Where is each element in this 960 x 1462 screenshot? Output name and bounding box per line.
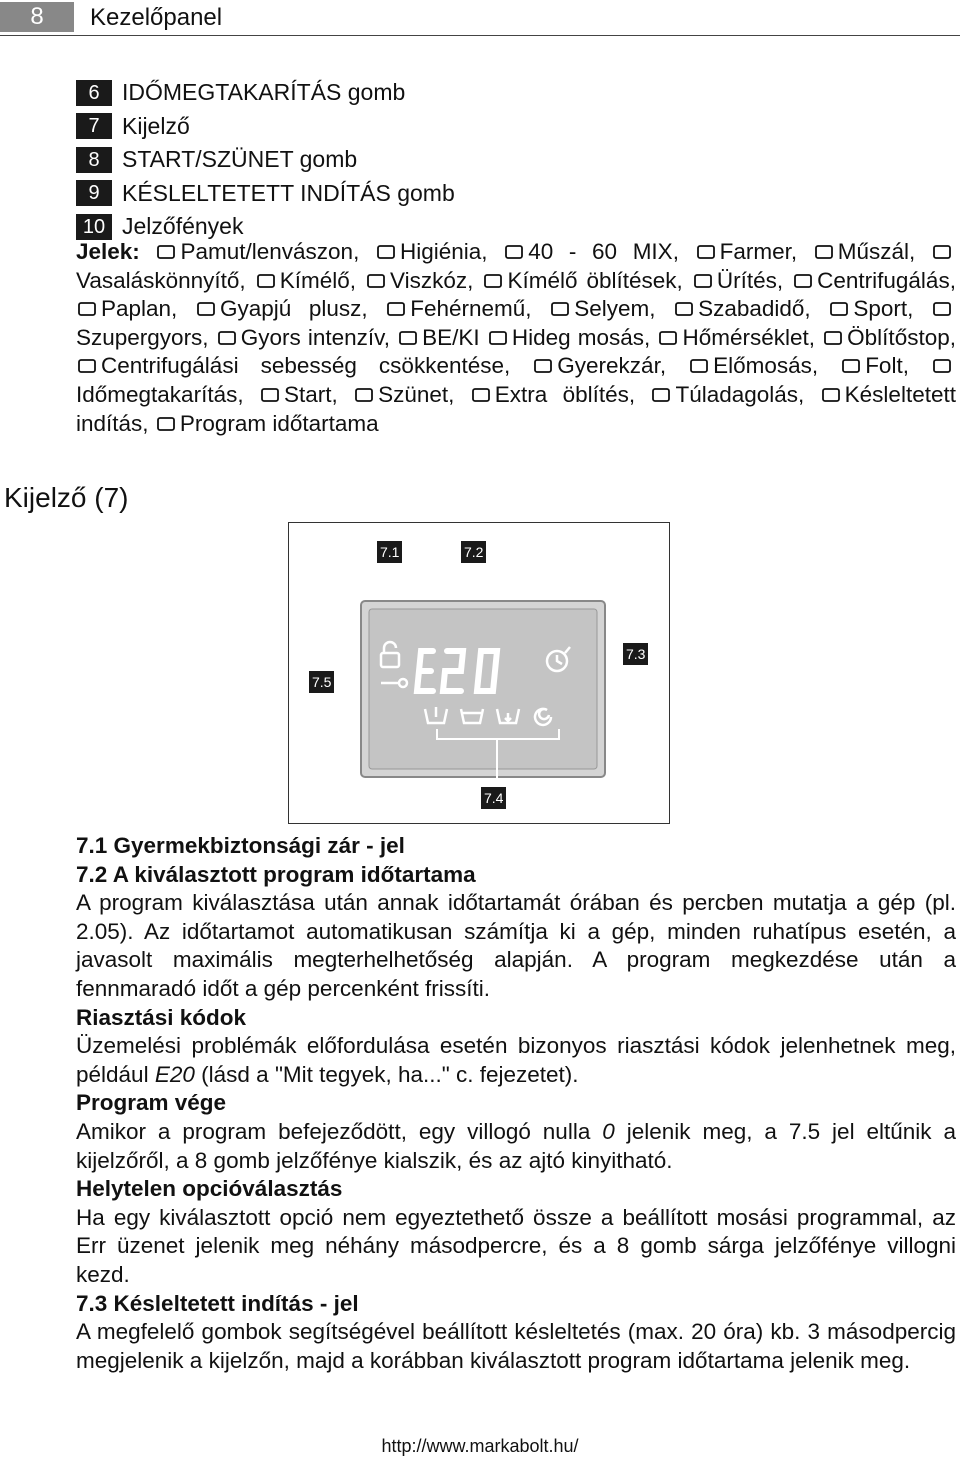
symbol-icon xyxy=(365,270,387,290)
item-label: KÉSLELTETETT INDÍTÁS gomb xyxy=(122,179,455,206)
symbol-label: Centrifugálás, xyxy=(817,267,956,293)
symbol-icon xyxy=(820,384,842,404)
symbol-label: Centrifugálási sebesség csökkentése, xyxy=(101,353,511,379)
section-title: Kijelző (7) xyxy=(4,482,129,513)
list-item xyxy=(76,143,455,177)
heading-wrong-option: Helytelen opcióválasztás xyxy=(76,1176,343,1202)
symbol-label: Paplan, xyxy=(101,296,178,322)
symbol-label: Gyors intenzív, xyxy=(240,324,390,350)
symbol-label: BE/KI xyxy=(422,324,480,350)
symbol-icon xyxy=(931,355,953,375)
heading-program-end: Program vége xyxy=(76,1090,227,1116)
label-7-5: 7.5 xyxy=(309,671,334,693)
symbol-icon xyxy=(673,298,695,318)
paragraph-7-3: A megfelelő gombok segítségével beállított késleltetés (max. 20 óra) kb. 3 másodpercig megjelenik a kijelzőn, majd a korábban kiválasztott program időtartama jelenik meg. xyxy=(76,1319,956,1373)
symbol-icon xyxy=(792,270,814,290)
page-title: Kezelőpanel xyxy=(90,4,223,31)
symbol-label: Pamut/lenvászon, xyxy=(180,239,360,264)
end-text-end: jelenik meg, a 7.5 jel eltűnik a kijelzőről, a 8 gomb jelzőfénye kialszik, és az ajtó kinyitható. xyxy=(76,1118,956,1173)
symbol-icon xyxy=(549,298,571,318)
item-label: START/SZÜNET gomb xyxy=(122,146,358,173)
control-items-list xyxy=(76,76,455,244)
symbol-label: Fehérnemű, xyxy=(410,296,532,322)
symbol-legend xyxy=(76,238,956,438)
symbols-lead: Jelek: xyxy=(76,239,140,264)
item-label: Jelzőfények xyxy=(122,213,244,240)
symbol-label: Higiénia, xyxy=(399,239,488,264)
footer-url: http://www.markabolt.hu/ xyxy=(381,1436,579,1456)
heading-7-1: 7.1 Gyermekbiztonsági zár - jel xyxy=(76,833,405,858)
symbol-label: Műszál, xyxy=(837,239,916,264)
symbol-label: Ürítés, xyxy=(716,267,784,293)
paragraph-program-end xyxy=(76,1118,956,1175)
alarm-text-end: (lásd a "Mit tegyek, ha..." c. fejezetet). xyxy=(201,1061,579,1087)
list-item xyxy=(76,177,455,211)
symbol-label: Kímélő öblítések, xyxy=(507,267,683,293)
heading-alarm-codes: Riasztási kódok xyxy=(76,1004,247,1030)
symbol-icon xyxy=(155,241,177,261)
symbol-label: Sport, xyxy=(853,296,914,322)
label-7-3: 7.3 xyxy=(623,643,648,665)
list-item xyxy=(76,110,455,144)
item-number: 9 xyxy=(76,180,112,206)
symbol-icon xyxy=(650,384,672,404)
symbol-label: Előmosás, xyxy=(713,353,819,379)
symbol-label: Öblítőstop, xyxy=(847,324,956,350)
symbol-icon xyxy=(840,355,862,375)
page-number: 8 xyxy=(0,2,74,32)
symbol-label: Hideg mosás, xyxy=(511,324,651,350)
symbol-icon xyxy=(695,241,717,261)
symbol-label: Folt, xyxy=(865,353,909,379)
symbol-icon xyxy=(813,241,835,261)
symbol-label: Szünet, xyxy=(378,381,455,407)
display-description xyxy=(76,832,956,1375)
label-7-2: 7.2 xyxy=(461,541,486,563)
symbol-icon xyxy=(255,270,277,290)
item-number: 7 xyxy=(76,113,112,139)
symbol-icon xyxy=(76,298,98,318)
symbol-icon xyxy=(259,384,281,404)
alarm-code-example: E20 xyxy=(154,1061,195,1087)
display-illustration xyxy=(289,523,669,823)
symbol-icon xyxy=(828,298,850,318)
symbol-icon xyxy=(482,270,504,290)
symbol-label: 40 - 60 MIX, xyxy=(528,239,679,264)
symbol-label: Kímélő, xyxy=(279,267,356,293)
paragraph-7-2: A program kiválasztása után annak időtartamát órában és percben mutatja a gép (pl. 2.05). Az időtartamot automatikusan számítja ki a gép, minden ruhatípus esetén, a javasolt maximális megterhelhetőség alapján. A program megkezdése után a fennmaradó időt a gép percenként frissíti. xyxy=(76,890,956,1001)
item-label: Kijelző xyxy=(122,112,190,139)
symbol-label: Selyem, xyxy=(574,296,656,322)
header-divider xyxy=(0,35,960,36)
heading-7-3: 7.3 Késleltetett indítás - jel xyxy=(76,1290,359,1316)
symbol-icon xyxy=(375,241,397,261)
paragraph-wrong-option: Ha egy kiválasztott opció nem egyeztethető össze a beállított mosási programmal, az Err üzenet jelenik meg néhány másodpercre, és a 8 gomb sárga jelzőfénye villogni kezd. xyxy=(76,1204,956,1287)
symbol-icon xyxy=(503,241,525,261)
display-diagram xyxy=(288,522,670,824)
symbol-label: Szupergyors, xyxy=(76,324,209,350)
symbol-icon xyxy=(397,327,419,347)
symbol-icon xyxy=(487,327,509,347)
item-number: 8 xyxy=(76,147,112,173)
symbol-icon xyxy=(692,270,714,290)
symbol-icon xyxy=(931,298,953,318)
symbol-label: Túladagolás, xyxy=(675,381,805,407)
symbol-icon xyxy=(657,327,679,347)
symbol-label: Gyapjú plusz, xyxy=(219,296,368,322)
label-7-4: 7.4 xyxy=(481,787,506,809)
symbol-label: Gyerekzár, xyxy=(557,353,667,379)
page-header xyxy=(0,0,960,38)
paragraph-alarm-codes xyxy=(76,1032,956,1089)
label-7-1: 7.1 xyxy=(377,541,402,563)
symbol-icon xyxy=(195,298,217,318)
symbol-icon xyxy=(822,327,844,347)
item-label: IDŐMEGTAKARÍTÁS gomb xyxy=(122,79,406,106)
symbol-icon xyxy=(385,298,407,318)
alarm-text-start: Üzemelési problémák előfordulása esetén bizonyos riasztási kódok jelenhetnek meg, például xyxy=(76,1033,956,1087)
symbol-icon xyxy=(216,327,238,347)
item-number: 6 xyxy=(76,80,112,106)
symbol-icon xyxy=(688,355,710,375)
heading-7-2: 7.2 A kiválasztott program időtartama xyxy=(76,861,476,887)
symbol-icon xyxy=(470,384,492,404)
symbol-label: Időmegtakarítás, xyxy=(76,381,244,407)
symbol-icon xyxy=(76,355,98,375)
symbol-icon xyxy=(532,355,554,375)
item-number: 10 xyxy=(76,214,112,240)
symbol-label: Program időtartama xyxy=(179,410,379,436)
symbol-icon xyxy=(155,413,177,433)
symbol-label: Hőmérséklet, xyxy=(682,324,816,350)
symbol-label: Szabadidő, xyxy=(698,296,811,322)
symbol-label: Extra öblítés, xyxy=(494,381,636,407)
zero-display-symbol: 0 xyxy=(602,1118,615,1144)
end-text-start: Amikor a program befejeződött, egy villogó nulla xyxy=(76,1118,591,1144)
symbol-label: Vasaláskönnyítő, xyxy=(76,267,246,293)
symbol-icon xyxy=(353,384,375,404)
symbol-label: Késleltetett indítás, xyxy=(76,381,956,436)
list-item xyxy=(76,76,455,110)
symbol-label: Start, xyxy=(283,381,338,407)
symbol-label: Viszkóz, xyxy=(390,267,474,293)
symbol-label: Farmer, xyxy=(719,239,798,264)
symbol-icon xyxy=(931,241,953,261)
